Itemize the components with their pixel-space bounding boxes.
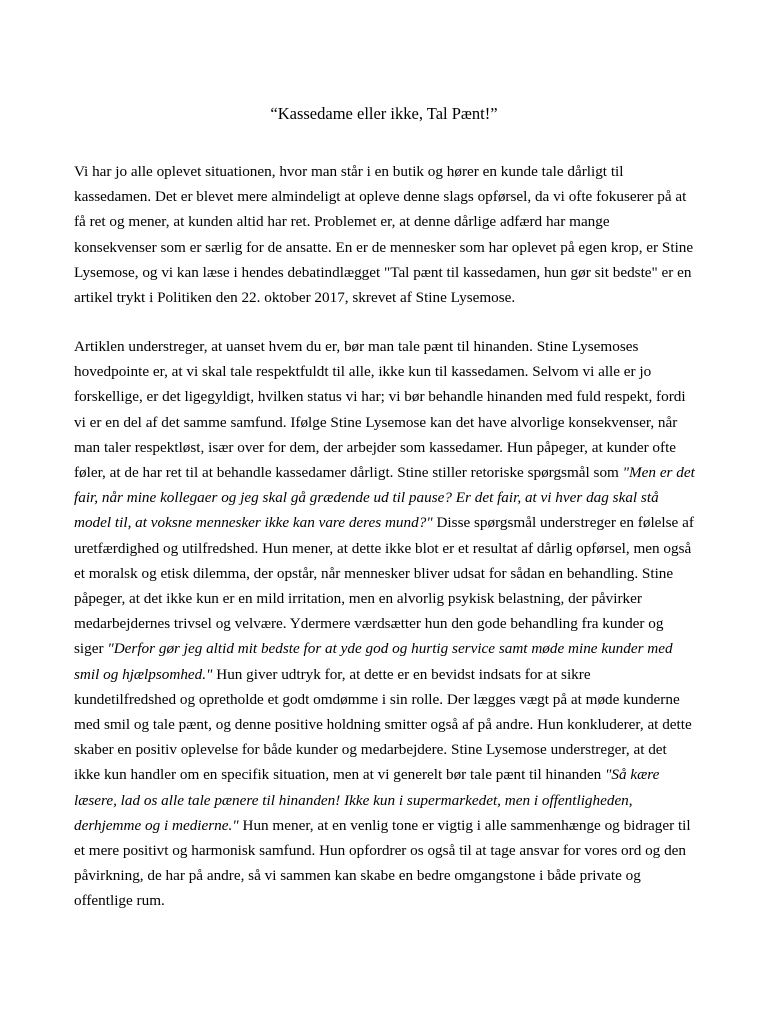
paragraph-text: Artiklen understreger, at uanset hvem du er, bør man tale pænt til hinanden. Stine Lysemoses hovedpointe er, at vi skal tale respektfuldt til alle, ikke kun til kassedamen. Selvom vi alle er jo forskellige, er det ligegyldigt, hvilken status vi har; vi bør behandle hinanden med fuld respekt, fordi vi er en del af det samme samfund. Ifølge Stine Lysemose kan det have alvorlige konsekvenser, når man taler respektløst, især over for dem, der arbejder som kassedamer. Hun påpeger, at kunder ofte føler, at de har ret til at behandle kassedamer dårligt. Stine stiller retoriske spørgsmål som — [74, 338, 686, 482]
document-title: “Kassedame eller ikke, Tal Pænt!” — [270, 104, 498, 123]
paragraph-text: Hun mener, at en venlig tone er vigtig i alle sammenhænge og bidrager til et mere positivt og harmonisk samfund. Hun opfordrer os også til at tage ansvar for vores ord og den påvirkning, de har på andre, så vi sammen kan skabe en bedre omgangstone i både private og offentlige rum. — [74, 816, 691, 910]
quote-dear-readers: "Så kære læsere, lad os alle tale pænere til hinanden! Ikke kun i supermarkedet, men i offentligheden, derhjemme og i medierne." — [74, 766, 660, 834]
paragraph-analysis — [74, 334, 696, 914]
paragraph-intro: Vi har jo alle oplevet situationen, hvor man står i en butik og hører en kunde tale dårligt til kassedamen. Det er blevet mere almindeligt at opleve denne slags opførsel, da vi ofte fokuserer på at få ret og mener, at kunden altid har ret. Problemet er, at denne dårlige adfærd har mange konsekvenser som er særlig for de ansatte. En er de mennesker som har oplevet på egen krop, er Stine Lysemose, og vi kan læse i hendes debatindlægget "Tal pænt til kassedamen, hun gør sit bedste" er en artikel trykt i Politiken den 22. oktober 2017, skrevet af Stine Lysemose. — [74, 163, 694, 307]
paragraph-text: Hun giver udtryk for, at dette er en bevidst indsats for at sikre kundetilfredshed og opretholde et godt omdømme i sin rolle. Der lægges vægt på at møde kunderne med smil og tale pænt, og denne positive holdning smitter også af på andre. Hun konkluderer, at dette skaber en positiv oplevelse for både kunder og medarbejdere. Stine Lysemose understreger, at det ikke kun handler om en specifik situation, men at vi generelt bør tale pænt til hinanden — [74, 665, 692, 784]
quote-rhetorical-questions: "Men er det fair, når mine kollegaer og jeg skal gå grædende ud til pause? Er det fair, at vi hver dag skal stå model til, at voksne mennesker ikke kan vare deres mund?" — [74, 464, 695, 532]
paragraph-text: Disse spørgsmål understreger en følelse af uretfærdighed og utilfredshed. Hun mener, at dette ikke blot er et resultat af dårlig opførsel, men også et moralsk og etisk dilemma, der opstår, når mennesker bliver udsat for sådan en behandling. Stine påpeger, at det ikke kun er en mild irritation, men en alvorlig psykisk belastning, der påvirker medarbejdernes trivsel og velvære. Ydermere værdsætter hun den gode behandling fra kunder og siger — [74, 514, 694, 658]
quote-good-service: "Derfor gør jeg altid mit bedste for at yde god og hurtig service samt møde mine kunder med smil og hjælpsomhed." — [74, 640, 673, 683]
